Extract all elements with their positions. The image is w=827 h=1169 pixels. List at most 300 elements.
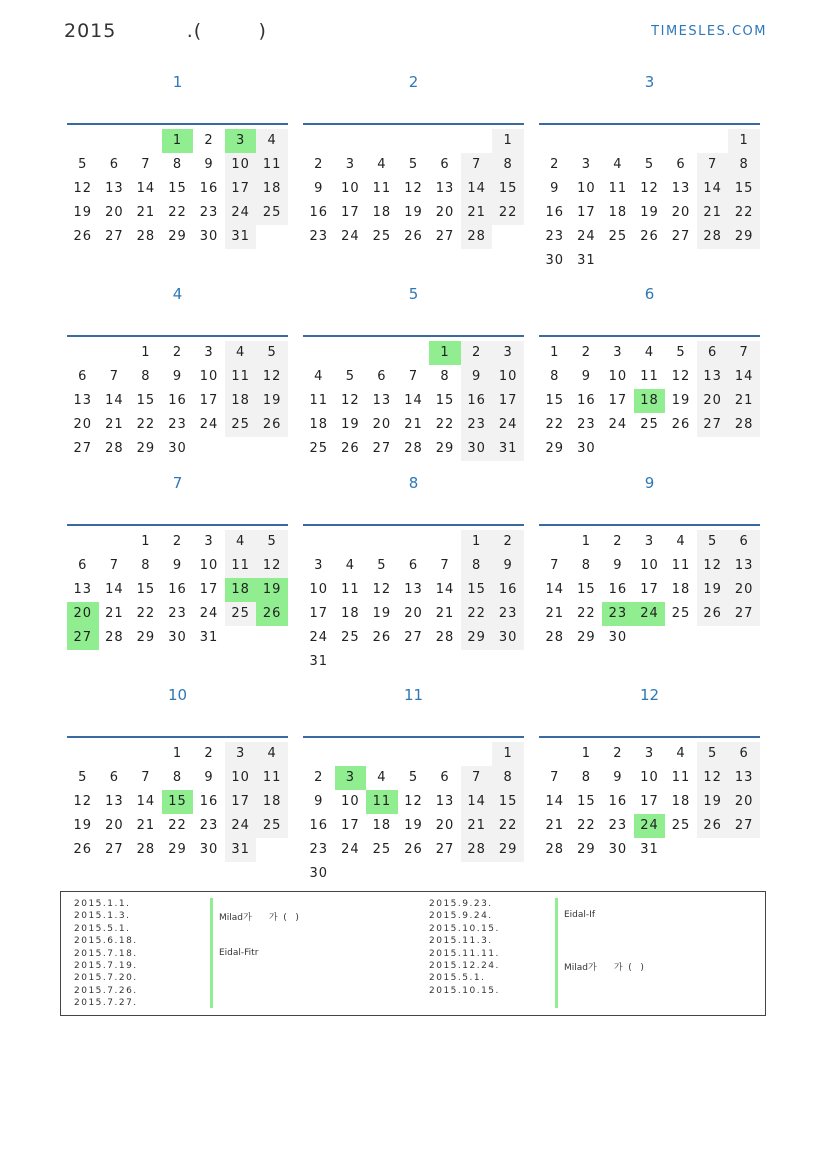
day-cell[interactable]: 17: [225, 790, 257, 814]
day-cell[interactable]: 9: [172, 558, 183, 573]
day-cell[interactable]: 24: [608, 417, 628, 432]
day-cell[interactable]: 13: [105, 794, 124, 809]
day-cell[interactable]: 3: [644, 746, 655, 761]
day-cell[interactable]: 27: [697, 413, 729, 437]
day-cell[interactable]: 26: [73, 229, 93, 244]
day-cell[interactable]: 9: [314, 794, 324, 809]
day-cell[interactable]: 16: [608, 582, 628, 597]
day-cell[interactable]: 8: [461, 554, 493, 578]
day-cell[interactable]: 22: [577, 606, 596, 621]
day-cell[interactable]: 17: [640, 582, 659, 597]
day-cell[interactable]: 14: [136, 794, 156, 809]
day-cell[interactable]: 25: [671, 606, 691, 621]
day-cell[interactable]: 2: [204, 133, 214, 148]
day-cell[interactable]: 2: [172, 345, 183, 360]
day-cell[interactable]: 1: [581, 534, 591, 549]
day-cell[interactable]: 12: [341, 393, 360, 408]
day-cell[interactable]: 1: [492, 742, 524, 766]
day-cell[interactable]: 25: [341, 630, 360, 645]
day-cell[interactable]: 8: [172, 770, 183, 785]
day-cell[interactable]: 27: [105, 229, 124, 244]
day-cell[interactable]: 4: [256, 129, 288, 153]
day-cell[interactable]: 29: [577, 842, 596, 857]
day-cell[interactable]: 3: [492, 341, 524, 365]
day-cell[interactable]: 26: [372, 630, 392, 645]
day-cell[interactable]: 25: [256, 201, 288, 225]
day-cell[interactable]: 23: [309, 842, 329, 857]
day-cell[interactable]: 4: [256, 742, 288, 766]
day-cell[interactable]: 27: [435, 229, 455, 244]
day-cell[interactable]: 15: [136, 393, 156, 408]
day-cell[interactable]: 1: [141, 534, 151, 549]
day-cell[interactable]: 22: [136, 606, 156, 621]
day-cell[interactable]: 22: [461, 602, 493, 626]
day-cell[interactable]: 8: [492, 766, 524, 790]
day-cell[interactable]: 27: [404, 630, 423, 645]
day-cell[interactable]: 7: [728, 341, 760, 365]
day-cell[interactable]: 21: [105, 606, 124, 621]
day-cell[interactable]: 20: [435, 205, 455, 220]
day-cell[interactable]: 2: [492, 530, 524, 554]
day-cell[interactable]: 23: [602, 602, 634, 626]
day-cell[interactable]: 3: [345, 157, 355, 172]
day-cell[interactable]: 5: [377, 558, 387, 573]
day-cell[interactable]: 10: [225, 153, 257, 177]
day-cell[interactable]: 11: [256, 766, 288, 790]
day-cell[interactable]: 11: [256, 153, 288, 177]
day-cell[interactable]: 22: [492, 201, 524, 225]
day-cell[interactable]: 3: [314, 558, 324, 573]
day-cell[interactable]: 4: [644, 345, 655, 360]
day-cell[interactable]: 5: [408, 157, 419, 172]
day-cell[interactable]: 23: [199, 818, 219, 833]
day-cell[interactable]: 23: [309, 229, 329, 244]
day-cell[interactable]: 18: [256, 177, 288, 201]
day-cell[interactable]: 3: [335, 766, 367, 790]
day-cell[interactable]: 20: [671, 205, 691, 220]
day-cell[interactable]: 25: [309, 441, 329, 456]
day-cell[interactable]: 1: [461, 530, 493, 554]
day-cell[interactable]: 22: [435, 417, 455, 432]
day-cell[interactable]: 24: [309, 630, 329, 645]
day-cell[interactable]: 14: [545, 794, 565, 809]
day-cell[interactable]: 29: [728, 225, 760, 249]
day-cell[interactable]: 12: [697, 554, 729, 578]
day-cell[interactable]: 16: [199, 181, 219, 196]
day-cell[interactable]: 17: [225, 177, 257, 201]
day-cell[interactable]: 15: [435, 393, 455, 408]
day-cell[interactable]: 8: [141, 369, 151, 384]
day-cell[interactable]: 4: [613, 157, 623, 172]
day-cell[interactable]: 17: [577, 205, 596, 220]
day-cell[interactable]: 7: [109, 369, 119, 384]
day-cell[interactable]: 7: [141, 157, 151, 172]
day-cell[interactable]: 9: [461, 365, 493, 389]
day-cell[interactable]: 19: [372, 606, 392, 621]
day-cell[interactable]: 7: [461, 766, 493, 790]
day-cell[interactable]: 16: [461, 389, 493, 413]
day-cell[interactable]: 18: [341, 606, 360, 621]
day-cell[interactable]: 6: [728, 742, 760, 766]
day-cell[interactable]: 2: [461, 341, 493, 365]
day-cell[interactable]: 14: [136, 181, 156, 196]
day-cell[interactable]: 27: [435, 842, 455, 857]
day-cell[interactable]: 16: [309, 205, 329, 220]
day-cell[interactable]: 15: [162, 790, 194, 814]
day-cell[interactable]: 26: [404, 842, 423, 857]
day-cell[interactable]: 7: [461, 153, 493, 177]
day-cell[interactable]: 27: [671, 229, 691, 244]
day-cell[interactable]: 10: [577, 181, 596, 196]
day-cell[interactable]: 8: [440, 369, 450, 384]
day-cell[interactable]: 26: [404, 229, 423, 244]
day-cell[interactable]: 25: [225, 602, 257, 626]
day-cell[interactable]: 17: [492, 389, 524, 413]
day-cell[interactable]: 6: [109, 157, 119, 172]
day-cell[interactable]: 16: [168, 393, 187, 408]
day-cell[interactable]: 13: [404, 582, 423, 597]
day-cell[interactable]: 11: [640, 369, 659, 384]
day-cell[interactable]: 21: [435, 606, 455, 621]
day-cell[interactable]: 28: [461, 838, 493, 862]
day-cell[interactable]: 29: [545, 441, 565, 456]
day-cell[interactable]: 11: [608, 181, 628, 196]
day-cell[interactable]: 16: [492, 578, 524, 602]
day-cell[interactable]: 28: [697, 225, 729, 249]
day-cell[interactable]: 28: [435, 630, 455, 645]
day-cell[interactable]: 13: [73, 582, 93, 597]
day-cell[interactable]: 10: [341, 181, 360, 196]
day-cell[interactable]: 6: [78, 558, 88, 573]
day-cell[interactable]: 18: [225, 389, 257, 413]
day-cell[interactable]: 5: [256, 341, 288, 365]
day-cell[interactable]: 1: [162, 129, 194, 153]
day-cell[interactable]: 7: [408, 369, 419, 384]
day-cell[interactable]: 29: [168, 229, 187, 244]
day-cell[interactable]: 26: [73, 842, 93, 857]
day-cell[interactable]: 30: [309, 866, 329, 881]
day-cell[interactable]: 26: [671, 417, 691, 432]
day-cell[interactable]: 26: [341, 441, 360, 456]
day-cell[interactable]: 7: [697, 153, 729, 177]
day-cell[interactable]: 29: [136, 441, 156, 456]
day-cell[interactable]: 14: [728, 365, 760, 389]
day-cell[interactable]: 18: [671, 582, 691, 597]
day-cell[interactable]: 10: [640, 558, 659, 573]
day-cell[interactable]: 15: [136, 582, 156, 597]
day-cell[interactable]: 26: [256, 602, 288, 626]
day-cell[interactable]: 14: [545, 582, 565, 597]
day-cell[interactable]: 30: [545, 253, 565, 268]
day-cell[interactable]: 12: [697, 766, 729, 790]
day-cell[interactable]: 8: [492, 153, 524, 177]
day-cell[interactable]: 23: [608, 818, 628, 833]
day-cell[interactable]: 31: [577, 253, 596, 268]
day-cell[interactable]: 21: [545, 606, 565, 621]
day-cell[interactable]: 17: [640, 794, 659, 809]
day-cell[interactable]: 6: [408, 558, 419, 573]
day-cell[interactable]: 25: [256, 814, 288, 838]
day-cell[interactable]: 24: [577, 229, 596, 244]
day-cell[interactable]: 11: [309, 393, 329, 408]
day-cell[interactable]: 2: [613, 746, 623, 761]
day-cell[interactable]: 16: [168, 582, 187, 597]
day-cell[interactable]: 25: [671, 818, 691, 833]
day-cell[interactable]: 4: [225, 341, 257, 365]
day-cell[interactable]: 29: [461, 626, 493, 650]
day-cell[interactable]: 26: [256, 413, 288, 437]
day-cell[interactable]: 6: [728, 530, 760, 554]
day-cell[interactable]: 21: [136, 818, 156, 833]
day-cell[interactable]: 25: [608, 229, 628, 244]
day-cell[interactable]: 31: [225, 838, 257, 862]
day-cell[interactable]: 31: [640, 842, 659, 857]
day-cell[interactable]: 16: [608, 794, 628, 809]
day-cell[interactable]: 23: [492, 602, 524, 626]
day-cell[interactable]: 19: [256, 389, 288, 413]
day-cell[interactable]: 23: [461, 413, 493, 437]
day-cell[interactable]: 12: [640, 181, 659, 196]
day-cell[interactable]: 28: [136, 842, 156, 857]
day-cell[interactable]: 18: [309, 417, 329, 432]
day-cell[interactable]: 9: [314, 181, 324, 196]
day-cell[interactable]: 11: [671, 770, 691, 785]
day-cell[interactable]: 11: [366, 790, 398, 814]
day-cell[interactable]: 4: [676, 746, 686, 761]
day-cell[interactable]: 27: [73, 441, 93, 456]
day-cell[interactable]: 21: [105, 417, 124, 432]
day-cell[interactable]: 12: [372, 582, 392, 597]
day-cell[interactable]: 28: [728, 413, 760, 437]
day-cell[interactable]: 28: [461, 225, 493, 249]
day-cell[interactable]: 11: [225, 365, 257, 389]
day-cell[interactable]: 2: [314, 770, 324, 785]
day-cell[interactable]: 19: [404, 205, 423, 220]
day-cell[interactable]: 6: [440, 770, 450, 785]
day-cell[interactable]: 5: [408, 770, 419, 785]
day-cell[interactable]: 13: [435, 794, 455, 809]
day-cell[interactable]: 1: [550, 345, 560, 360]
day-cell[interactable]: 14: [697, 177, 729, 201]
day-cell[interactable]: 9: [204, 157, 214, 172]
day-cell[interactable]: 2: [613, 534, 623, 549]
day-cell[interactable]: 25: [225, 413, 257, 437]
day-cell[interactable]: 19: [341, 417, 360, 432]
day-cell[interactable]: 18: [671, 794, 691, 809]
day-cell[interactable]: 1: [581, 746, 591, 761]
day-cell[interactable]: 9: [613, 558, 623, 573]
day-cell[interactable]: 2: [550, 157, 560, 172]
day-cell[interactable]: 13: [728, 766, 760, 790]
day-cell[interactable]: 28: [105, 630, 124, 645]
day-cell[interactable]: 22: [492, 814, 524, 838]
day-cell[interactable]: 14: [461, 790, 493, 814]
day-cell[interactable]: 21: [404, 417, 423, 432]
day-cell[interactable]: 9: [581, 369, 591, 384]
day-cell[interactable]: 31: [309, 654, 329, 669]
day-cell[interactable]: 16: [545, 205, 565, 220]
day-cell[interactable]: 20: [728, 578, 760, 602]
day-cell[interactable]: 15: [461, 578, 493, 602]
day-cell[interactable]: 22: [545, 417, 565, 432]
day-cell[interactable]: 4: [676, 534, 686, 549]
day-cell[interactable]: 9: [172, 369, 183, 384]
day-cell[interactable]: 29: [492, 838, 524, 862]
day-cell[interactable]: 12: [73, 794, 93, 809]
day-cell[interactable]: 27: [372, 441, 392, 456]
day-cell[interactable]: 24: [634, 602, 666, 626]
day-cell[interactable]: 8: [141, 558, 151, 573]
day-cell[interactable]: 6: [697, 341, 729, 365]
day-cell[interactable]: 21: [136, 205, 156, 220]
day-cell[interactable]: 20: [697, 389, 729, 413]
day-cell[interactable]: 21: [461, 814, 493, 838]
day-cell[interactable]: 14: [105, 393, 124, 408]
day-cell[interactable]: 31: [199, 630, 219, 645]
day-cell[interactable]: 22: [168, 818, 187, 833]
day-cell[interactable]: 4: [314, 369, 324, 384]
day-cell[interactable]: 11: [671, 558, 691, 573]
day-cell[interactable]: 2: [204, 746, 214, 761]
day-cell[interactable]: 1: [492, 129, 524, 153]
day-cell[interactable]: 19: [73, 818, 93, 833]
day-cell[interactable]: 16: [577, 393, 596, 408]
day-cell[interactable]: 12: [256, 365, 288, 389]
day-cell[interactable]: 19: [697, 790, 729, 814]
day-cell[interactable]: 12: [256, 554, 288, 578]
day-cell[interactable]: 13: [435, 181, 455, 196]
day-cell[interactable]: 7: [550, 770, 560, 785]
day-cell[interactable]: 7: [141, 770, 151, 785]
day-cell[interactable]: 19: [697, 578, 729, 602]
day-cell[interactable]: 27: [728, 602, 760, 626]
day-cell[interactable]: 15: [577, 582, 596, 597]
day-cell[interactable]: 5: [644, 157, 655, 172]
day-cell[interactable]: 1: [728, 129, 760, 153]
day-cell[interactable]: 29: [136, 630, 156, 645]
day-cell[interactable]: 15: [577, 794, 596, 809]
day-cell[interactable]: 20: [105, 205, 124, 220]
day-cell[interactable]: 15: [492, 177, 524, 201]
day-cell[interactable]: 19: [404, 818, 423, 833]
day-cell[interactable]: 6: [78, 369, 88, 384]
day-cell[interactable]: 21: [697, 201, 729, 225]
day-cell[interactable]: 8: [172, 157, 183, 172]
day-cell[interactable]: 20: [105, 818, 124, 833]
day-cell[interactable]: 24: [341, 842, 360, 857]
day-cell[interactable]: 30: [199, 842, 219, 857]
day-cell[interactable]: 30: [168, 630, 187, 645]
day-cell[interactable]: 30: [577, 441, 596, 456]
day-cell[interactable]: 6: [440, 157, 450, 172]
day-cell[interactable]: 8: [581, 770, 591, 785]
day-cell[interactable]: 9: [492, 554, 524, 578]
day-cell[interactable]: 19: [73, 205, 93, 220]
day-cell[interactable]: 24: [225, 201, 257, 225]
day-cell[interactable]: 28: [545, 630, 565, 645]
day-cell[interactable]: 26: [697, 602, 729, 626]
day-cell[interactable]: 29: [168, 842, 187, 857]
day-cell[interactable]: 12: [73, 181, 93, 196]
day-cell[interactable]: 5: [676, 345, 686, 360]
day-cell[interactable]: 29: [577, 630, 596, 645]
day-cell[interactable]: 18: [372, 818, 392, 833]
day-cell[interactable]: 5: [78, 770, 88, 785]
day-cell[interactable]: 11: [225, 554, 257, 578]
day-cell[interactable]: 13: [372, 393, 392, 408]
day-cell[interactable]: 18: [225, 578, 257, 602]
day-cell[interactable]: 23: [545, 229, 565, 244]
day-cell[interactable]: 13: [105, 181, 124, 196]
day-cell[interactable]: 15: [492, 790, 524, 814]
day-cell[interactable]: 7: [109, 558, 119, 573]
day-cell[interactable]: 28: [136, 229, 156, 244]
day-cell[interactable]: 10: [608, 369, 628, 384]
day-cell[interactable]: 8: [550, 369, 560, 384]
day-cell[interactable]: 1: [141, 345, 151, 360]
day-cell[interactable]: 20: [404, 606, 423, 621]
day-cell[interactable]: 14: [105, 582, 124, 597]
day-cell[interactable]: 22: [728, 201, 760, 225]
day-cell[interactable]: 13: [728, 554, 760, 578]
day-cell[interactable]: 5: [697, 530, 729, 554]
day-cell[interactable]: 13: [671, 181, 691, 196]
day-cell[interactable]: 17: [341, 205, 360, 220]
day-cell[interactable]: 4: [377, 157, 387, 172]
day-cell[interactable]: 9: [550, 181, 560, 196]
day-cell[interactable]: 14: [461, 177, 493, 201]
day-cell[interactable]: 6: [676, 157, 686, 172]
day-cell[interactable]: 12: [671, 369, 691, 384]
day-cell[interactable]: 14: [435, 582, 455, 597]
day-cell[interactable]: 6: [377, 369, 387, 384]
day-cell[interactable]: 17: [199, 582, 219, 597]
day-cell[interactable]: 24: [199, 417, 219, 432]
day-cell[interactable]: 3: [225, 742, 257, 766]
day-cell[interactable]: 2: [314, 157, 324, 172]
day-cell[interactable]: 14: [404, 393, 423, 408]
day-cell[interactable]: 10: [341, 794, 360, 809]
day-cell[interactable]: 2: [172, 534, 183, 549]
day-cell[interactable]: 27: [105, 842, 124, 857]
day-cell[interactable]: 12: [404, 794, 423, 809]
day-cell[interactable]: 18: [372, 205, 392, 220]
day-cell[interactable]: 24: [225, 814, 257, 838]
day-cell[interactable]: 13: [697, 365, 729, 389]
day-cell[interactable]: 24: [341, 229, 360, 244]
day-cell[interactable]: 26: [697, 814, 729, 838]
day-cell[interactable]: 23: [199, 205, 219, 220]
day-cell[interactable]: 4: [225, 530, 257, 554]
day-cell[interactable]: 30: [199, 229, 219, 244]
day-cell[interactable]: 25: [640, 417, 659, 432]
day-cell[interactable]: 22: [577, 818, 596, 833]
day-cell[interactable]: 11: [341, 582, 360, 597]
day-cell[interactable]: 7: [440, 558, 450, 573]
day-cell[interactable]: 5: [697, 742, 729, 766]
day-cell[interactable]: 5: [78, 157, 88, 172]
day-cell[interactable]: 4: [345, 558, 355, 573]
day-cell[interactable]: 24: [634, 814, 666, 838]
day-cell[interactable]: 3: [613, 345, 623, 360]
day-cell[interactable]: 24: [492, 413, 524, 437]
day-cell[interactable]: 10: [199, 558, 219, 573]
day-cell[interactable]: 9: [204, 770, 214, 785]
day-cell[interactable]: 24: [199, 606, 219, 621]
day-cell[interactable]: 19: [671, 393, 691, 408]
day-cell[interactable]: 30: [608, 842, 628, 857]
day-cell[interactable]: 23: [168, 606, 187, 621]
